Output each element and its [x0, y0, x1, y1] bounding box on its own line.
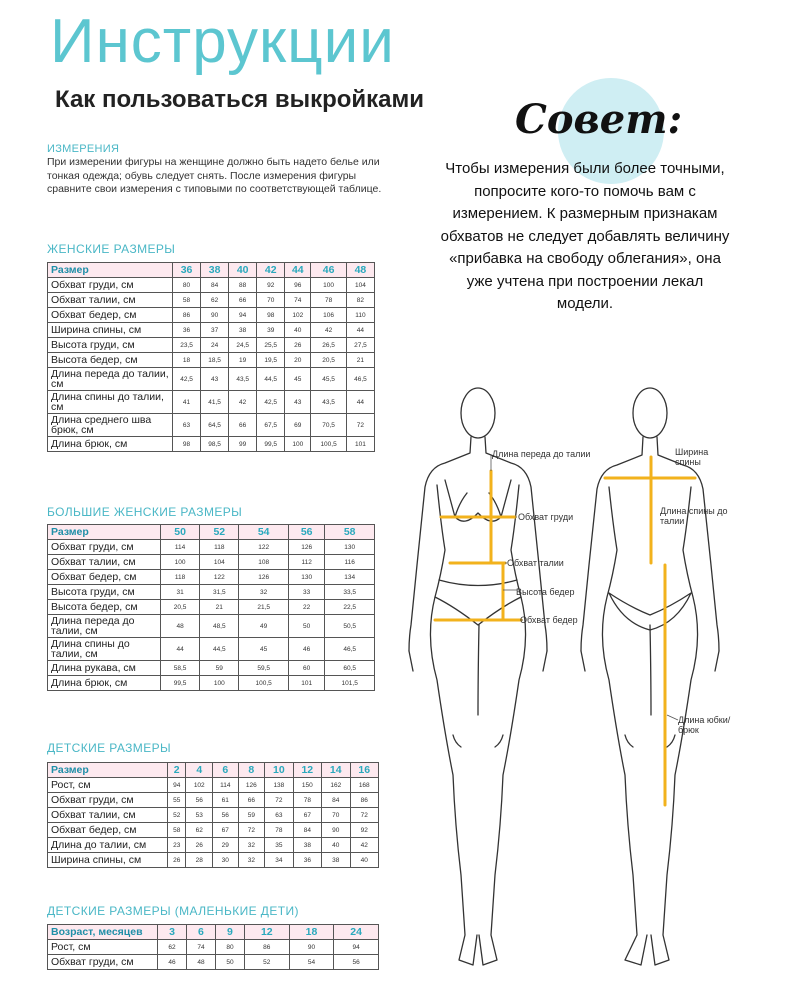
table-cell: 70	[322, 808, 350, 823]
table-row	[48, 823, 379, 838]
table-cell: 29	[213, 838, 239, 853]
table-cell: 26	[285, 338, 311, 353]
table-cell: 49	[239, 615, 289, 638]
table-row	[48, 615, 375, 638]
table-row	[48, 414, 375, 437]
table-cell: 118	[200, 540, 239, 555]
table-cell: 44	[346, 391, 374, 414]
table-row	[48, 853, 379, 868]
row-label: Длина брюк, см	[48, 676, 161, 691]
row-label: Длина переда до талии, см	[48, 368, 173, 391]
table-cell: 80	[215, 940, 244, 955]
table-cell: 59	[238, 808, 265, 823]
table-cell: 122	[239, 540, 289, 555]
row-label: Длина спины до талии, см	[48, 638, 161, 661]
table-cell: 45	[239, 638, 289, 661]
table-row	[48, 540, 375, 555]
row-label: Высота бедер, см	[48, 353, 173, 368]
table-cell: 60	[288, 661, 324, 676]
table-cell: 28	[186, 853, 213, 868]
table-cell: 36	[173, 323, 201, 338]
label-skirt-length: Длина юбки/брюк	[678, 715, 731, 735]
table-header-row	[48, 525, 375, 540]
table-cell: 134	[325, 570, 375, 585]
row-label: Обхват талии, см	[48, 555, 161, 570]
measurement-lines	[435, 457, 695, 805]
table-cell: 101	[346, 437, 374, 452]
table-cell: 70	[257, 293, 285, 308]
table-cell: 44,5	[200, 638, 239, 661]
row-label: Обхват бедер, см	[48, 308, 173, 323]
table-cell: 59,5	[239, 661, 289, 676]
table-cell: 52	[168, 808, 186, 823]
table-cell: 48	[161, 615, 200, 638]
row-label: Длина спины до талии, см	[48, 391, 173, 414]
table-cell: 130	[288, 570, 324, 585]
size-header-cell: 3	[158, 925, 187, 940]
table-cell: 98	[173, 437, 201, 452]
table-cell: 70,5	[311, 414, 347, 437]
table-cell: 96	[285, 278, 311, 293]
table-cell: 100	[285, 437, 311, 452]
table-row	[48, 391, 375, 414]
table-cell: 41	[173, 391, 201, 414]
table-cell: 98	[257, 308, 285, 323]
table-cell: 101	[288, 676, 324, 691]
table-row	[48, 323, 375, 338]
table-header-row	[48, 763, 379, 778]
kids-sizes-table	[47, 762, 379, 868]
table-cell: 36	[293, 853, 321, 868]
table-cell: 46,5	[346, 368, 374, 391]
size-header-cell: 6	[186, 925, 215, 940]
table-cell: 40	[285, 323, 311, 338]
table-cell: 37	[201, 323, 229, 338]
measurements-heading: ИЗМЕРЕНИЯ	[47, 143, 120, 155]
row-label: Обхват груди, см	[48, 278, 173, 293]
table-cell: 138	[265, 778, 293, 793]
table-cell: 150	[293, 778, 321, 793]
table-row	[48, 638, 375, 661]
table-cell: 46	[158, 955, 187, 970]
table-row	[48, 570, 375, 585]
table-cell: 67	[213, 823, 239, 838]
table-cell: 38	[293, 838, 321, 853]
row-label: Длина среднего шва брюк, см	[48, 414, 173, 437]
label-front-length: Длина переда до талии	[492, 449, 591, 459]
table-cell: 114	[161, 540, 200, 555]
table-cell: 104	[200, 555, 239, 570]
size-header-cell: 52	[200, 525, 239, 540]
table-cell: 58,5	[161, 661, 200, 676]
row-label: Длина рукава, см	[48, 661, 161, 676]
table-cell: 31	[161, 585, 200, 600]
size-header-cell: 14	[322, 763, 350, 778]
table-cell: 50	[288, 615, 324, 638]
row-label: Обхват груди, см	[48, 540, 161, 555]
table-cell: 63	[173, 414, 201, 437]
label-back-width: Ширина спины	[675, 447, 709, 467]
table-cell: 92	[350, 823, 379, 838]
size-header-label: Размер	[48, 263, 173, 278]
row-label: Высота груди, см	[48, 585, 161, 600]
table-cell: 40	[322, 838, 350, 853]
table-cell: 63	[265, 808, 293, 823]
advice-title: Совет:	[515, 96, 683, 143]
size-header-cell: 4	[186, 763, 213, 778]
table-cell: 92	[257, 278, 285, 293]
table-cell: 42	[350, 838, 379, 853]
row-label: Рост, см	[48, 778, 168, 793]
table-cell: 43,5	[311, 391, 347, 414]
table-cell: 22,5	[325, 600, 375, 615]
row-label: Обхват талии, см	[48, 808, 168, 823]
table-cell: 44,5	[257, 368, 285, 391]
table-cell: 26,5	[311, 338, 347, 353]
table-cell: 43,5	[229, 368, 257, 391]
table-cell: 19,5	[257, 353, 285, 368]
size-header-cell: 48	[346, 263, 374, 278]
table-cell: 108	[239, 555, 289, 570]
label-bust: Обхват груди	[518, 512, 574, 522]
table-cell: 21	[346, 353, 374, 368]
size-header-cell: 58	[325, 525, 375, 540]
table-cell: 126	[239, 570, 289, 585]
table-row	[48, 838, 379, 853]
table-cell: 54	[289, 955, 334, 970]
table-cell: 27,5	[346, 338, 374, 353]
size-header-cell: 10	[265, 763, 293, 778]
table-cell: 78	[265, 823, 293, 838]
size-header-cell: 40	[229, 263, 257, 278]
women-sizes-heading: ЖЕНСКИЕ РАЗМЕРЫ	[47, 242, 176, 256]
table-cell: 50	[215, 955, 244, 970]
table-cell: 67	[293, 808, 321, 823]
table-cell: 22	[288, 600, 324, 615]
table-cell: 94	[334, 940, 379, 955]
table-cell: 42	[311, 323, 347, 338]
table-cell: 35	[265, 838, 293, 853]
size-header-cell: 6	[213, 763, 239, 778]
table-cell: 44	[161, 638, 200, 661]
table-cell: 74	[186, 940, 215, 955]
table-cell: 21	[200, 600, 239, 615]
row-label: Ширина спины, см	[48, 853, 168, 868]
table-cell: 24	[201, 338, 229, 353]
table-cell: 106	[311, 308, 347, 323]
table-cell: 44	[346, 323, 374, 338]
table-cell: 45,5	[311, 368, 347, 391]
size-header-cell: 54	[239, 525, 289, 540]
page-title: Инструкции	[50, 7, 395, 76]
women-sizes-table	[47, 262, 375, 452]
table-cell: 30	[213, 853, 239, 868]
table-cell: 72	[238, 823, 265, 838]
table-cell: 23,5	[173, 338, 201, 353]
size-header-cell: 24	[334, 925, 379, 940]
table-cell: 102	[285, 308, 311, 323]
row-label: Рост, см	[48, 940, 158, 955]
table-cell: 64,5	[201, 414, 229, 437]
size-header-cell: 50	[161, 525, 200, 540]
table-cell: 18,5	[201, 353, 229, 368]
table-cell: 84	[201, 278, 229, 293]
table-cell: 19	[229, 353, 257, 368]
table-cell: 69	[285, 414, 311, 437]
table-row	[48, 676, 375, 691]
table-cell: 46,5	[325, 638, 375, 661]
table-row	[48, 555, 375, 570]
table-cell: 99	[229, 437, 257, 452]
table-cell: 84	[293, 823, 321, 838]
table-cell: 53	[186, 808, 213, 823]
table-cell: 55	[168, 793, 186, 808]
table-cell: 52	[244, 955, 289, 970]
table-cell: 25,5	[257, 338, 285, 353]
table-cell: 86	[173, 308, 201, 323]
label-hips: Обхват бедер	[520, 615, 578, 625]
table-cell: 67,5	[257, 414, 285, 437]
table-cell: 20	[285, 353, 311, 368]
babies-sizes-heading: ДЕТСКИЕ РАЗМЕРЫ (МАЛЕНЬКИЕ ДЕТИ)	[47, 904, 299, 918]
table-cell: 56	[334, 955, 379, 970]
table-cell: 122	[200, 570, 239, 585]
table-cell: 86	[350, 793, 379, 808]
table-cell: 112	[288, 555, 324, 570]
table-cell: 100	[200, 676, 239, 691]
table-cell: 59	[200, 661, 239, 676]
table-cell: 110	[346, 308, 374, 323]
table-cell: 114	[213, 778, 239, 793]
table-cell: 90	[201, 308, 229, 323]
table-cell: 82	[346, 293, 374, 308]
table-cell: 20,5	[311, 353, 347, 368]
table-cell: 32	[238, 838, 265, 853]
table-cell: 21,5	[239, 600, 289, 615]
row-label: Обхват талии, см	[48, 293, 173, 308]
row-label: Обхват бедер, см	[48, 823, 168, 838]
table-cell: 18	[173, 353, 201, 368]
table-cell: 102	[186, 778, 213, 793]
table-cell: 48	[186, 955, 215, 970]
table-row	[48, 808, 379, 823]
table-header-row	[48, 263, 375, 278]
row-label: Обхват груди, см	[48, 955, 158, 970]
table-cell: 66	[238, 793, 265, 808]
page-subtitle: Как пользоваться выкройками	[55, 86, 425, 113]
size-header-label: Размер	[48, 525, 161, 540]
table-cell: 72	[346, 414, 374, 437]
row-label: Длина брюк, см	[48, 437, 173, 452]
size-header-cell: 36	[173, 263, 201, 278]
table-cell: 99,5	[257, 437, 285, 452]
table-cell: 86	[244, 940, 289, 955]
label-back-length: Длина спины до талии	[660, 506, 728, 526]
size-header-cell: 2	[168, 763, 186, 778]
babies-sizes-table	[47, 924, 379, 970]
table-row	[48, 308, 375, 323]
table-cell: 50,5	[325, 615, 375, 638]
table-cell: 72	[350, 808, 379, 823]
table-cell: 72	[265, 793, 293, 808]
table-cell: 56	[186, 793, 213, 808]
table-row	[48, 278, 375, 293]
table-cell: 66	[229, 293, 257, 308]
table-cell: 20,5	[161, 600, 200, 615]
table-cell: 162	[322, 778, 350, 793]
table-row	[48, 293, 375, 308]
table-cell: 33	[288, 585, 324, 600]
table-cell: 94	[229, 308, 257, 323]
table-cell: 99,5	[161, 676, 200, 691]
size-header-cell: 18	[289, 925, 334, 940]
plus-sizes-heading: БОЛЬШИЕ ЖЕНСКИЕ РАЗМЕРЫ	[47, 505, 243, 519]
size-header-cell: 46	[311, 263, 347, 278]
table-cell: 48,5	[200, 615, 239, 638]
row-label: Ширина спины, см	[48, 323, 173, 338]
table-cell: 130	[325, 540, 375, 555]
table-cell: 62	[158, 940, 187, 955]
table-row	[48, 600, 375, 615]
table-row	[48, 793, 379, 808]
table-cell: 41,5	[201, 391, 229, 414]
table-cell: 33,5	[325, 585, 375, 600]
table-cell: 62	[201, 293, 229, 308]
size-header-cell: 12	[244, 925, 289, 940]
table-cell: 39	[257, 323, 285, 338]
table-cell: 32	[239, 585, 289, 600]
table-cell: 126	[288, 540, 324, 555]
table-cell: 101,5	[325, 676, 375, 691]
advice-text: Чтобы измерения были более точными, попросите кого-то помочь вам с измерением. К размерным признакам обхватов не следует добавлять величину «прибавка на свободу облегания», она уже учтена при построении лекал модели.	[440, 160, 730, 312]
table-row	[48, 353, 375, 368]
table-cell: 58	[173, 293, 201, 308]
table-cell: 43	[201, 368, 229, 391]
table-cell: 90	[322, 823, 350, 838]
table-cell: 94	[168, 778, 186, 793]
label-hip-height: Высота бедер	[516, 587, 575, 597]
table-cell: 98,5	[201, 437, 229, 452]
table-cell: 80	[173, 278, 201, 293]
table-cell: 31,5	[200, 585, 239, 600]
table-cell: 100,5	[239, 676, 289, 691]
table-cell: 32	[238, 853, 265, 868]
table-cell: 126	[238, 778, 265, 793]
table-cell: 100	[311, 278, 347, 293]
table-row	[48, 368, 375, 391]
table-cell: 61	[213, 793, 239, 808]
size-header-label: Возраст, месяцев	[48, 925, 158, 940]
table-cell: 38	[229, 323, 257, 338]
table-row	[48, 661, 375, 676]
table-cell: 24,5	[229, 338, 257, 353]
table-row	[48, 940, 379, 955]
table-row	[48, 437, 375, 452]
row-label: Обхват бедер, см	[48, 570, 161, 585]
table-cell: 26	[186, 838, 213, 853]
table-row	[48, 778, 379, 793]
table-cell: 104	[346, 278, 374, 293]
size-header-cell: 42	[257, 263, 285, 278]
table-cell: 43	[285, 391, 311, 414]
table-cell: 40	[350, 853, 379, 868]
label-waist: Обхват талии	[507, 558, 564, 568]
row-label: Высота бедер, см	[48, 600, 161, 615]
kids-sizes-heading: ДЕТСКИЕ РАЗМЕРЫ	[47, 741, 172, 755]
table-cell: 42	[229, 391, 257, 414]
table-cell: 56	[213, 808, 239, 823]
table-cell: 26	[168, 853, 186, 868]
row-label: Высота груди, см	[48, 338, 173, 353]
table-cell: 100	[161, 555, 200, 570]
row-label: Обхват груди, см	[48, 793, 168, 808]
front-figure	[409, 388, 547, 965]
table-cell: 78	[293, 793, 321, 808]
table-cell: 45	[285, 368, 311, 391]
table-cell: 58	[168, 823, 186, 838]
table-cell: 23	[168, 838, 186, 853]
row-label: Длина до талии, см	[48, 838, 168, 853]
table-cell: 46	[288, 638, 324, 661]
table-cell: 42,5	[257, 391, 285, 414]
table-header-row	[48, 925, 379, 940]
table-row	[48, 955, 379, 970]
table-cell: 84	[322, 793, 350, 808]
table-cell: 100,5	[311, 437, 347, 452]
size-header-cell: 38	[201, 263, 229, 278]
table-cell: 42,5	[173, 368, 201, 391]
table-cell: 90	[289, 940, 334, 955]
table-cell: 38	[322, 853, 350, 868]
table-cell: 74	[285, 293, 311, 308]
size-header-cell: 56	[288, 525, 324, 540]
measurements-text: При измерении фигуры на женщине должно быть надето белье или тонкая одежда; обувь следует снять. После измерения фигуры сравните свои измерения с типовыми по соответствующей таблице.	[47, 156, 382, 195]
size-header-cell: 12	[293, 763, 321, 778]
row-label: Длина переда до талии, см	[48, 615, 161, 638]
table-cell: 118	[161, 570, 200, 585]
table-cell: 116	[325, 555, 375, 570]
size-header-label: Размер	[48, 763, 168, 778]
table-cell: 34	[265, 853, 293, 868]
plus-sizes-table	[47, 524, 375, 691]
size-header-cell: 9	[215, 925, 244, 940]
table-row	[48, 585, 375, 600]
size-header-cell: 16	[350, 763, 379, 778]
table-cell: 78	[311, 293, 347, 308]
size-header-cell: 44	[285, 263, 311, 278]
table-cell: 60,5	[325, 661, 375, 676]
table-cell: 62	[186, 823, 213, 838]
size-header-cell: 8	[238, 763, 265, 778]
table-row	[48, 338, 375, 353]
table-cell: 168	[350, 778, 379, 793]
table-cell: 66	[229, 414, 257, 437]
table-cell: 88	[229, 278, 257, 293]
